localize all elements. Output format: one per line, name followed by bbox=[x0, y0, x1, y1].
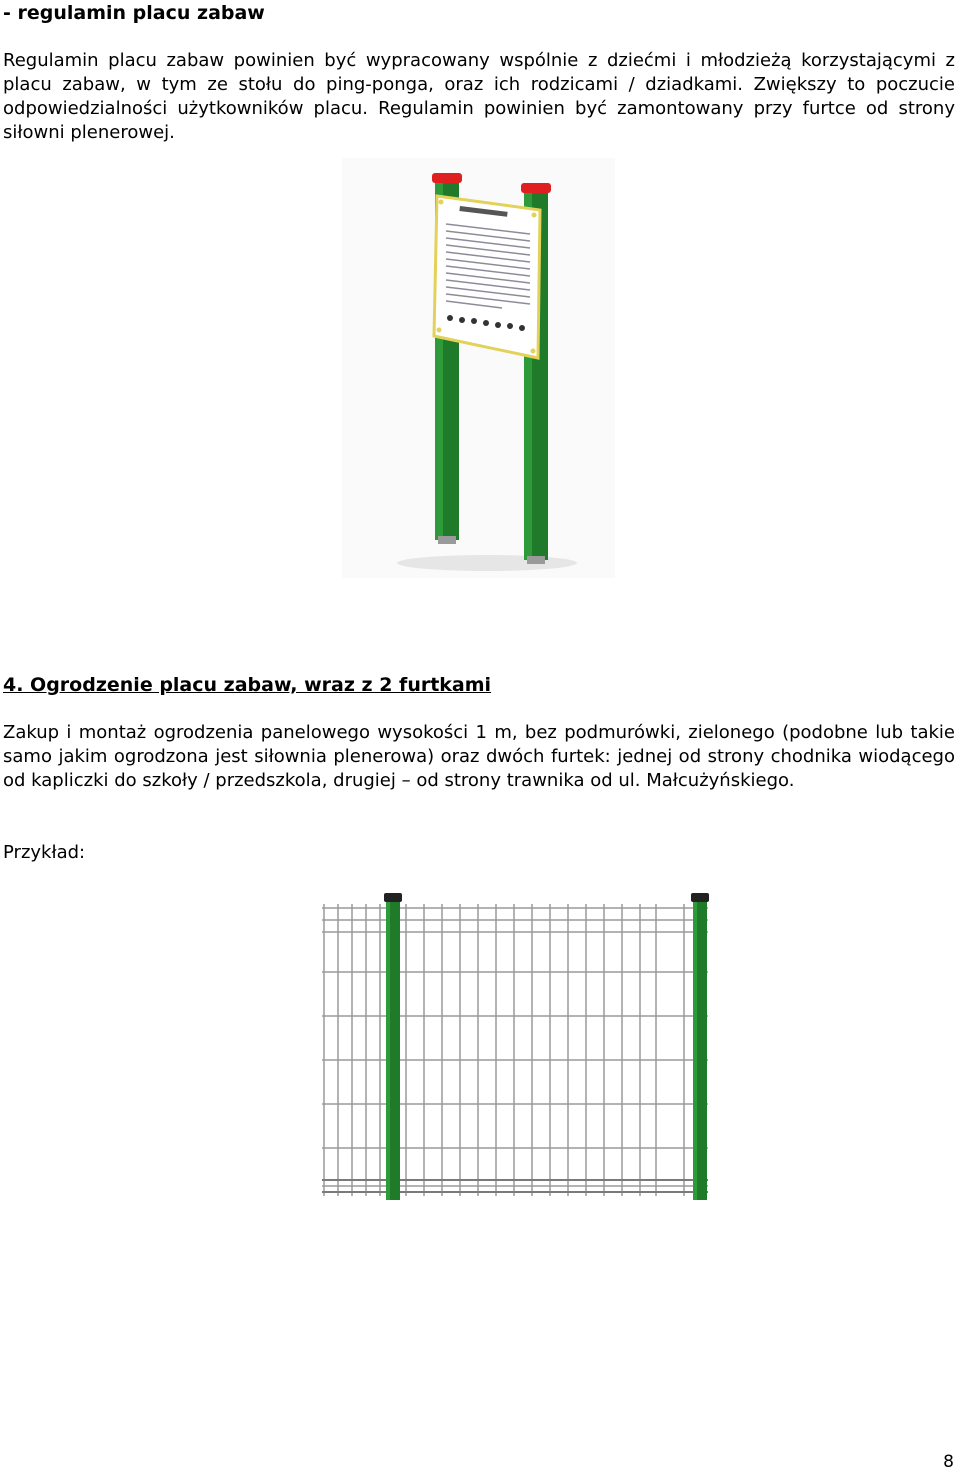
section-title-fence: 4. Ogrodzenie placu zabaw, wraz z 2 furtkami bbox=[3, 674, 492, 696]
example-label: Przykład: bbox=[3, 842, 86, 863]
ground-shadow bbox=[397, 555, 577, 571]
fence-left-post bbox=[384, 893, 402, 1200]
regulations-paragraph: Regulamin placu zabaw powinien być wypracowany wspólnie z dziećmi i młodzieżą korzystającymi z placu zabaw, w tym ze stołu do ping-ponga, oraz ich rodzicami / dziadkami. Zwiększy to poczucie odpowiedzialności użytkowników placu. Regulamin powinien być zamontowany przy furtce od strony siłowni plenerowej. bbox=[3, 50, 955, 143]
fence-paragraph: Zakup i montaż ogrodzenia panelowego wysokości 1 m, bez podmurówki, zielonego (podobne lub takie samo jakim ogrodzona jest siłownia plenerowa) oraz dwóch furtek: jednej od strony chodnika wiodącego od kapliczki do szkoły / przedszkola, drugiej – od strony trawnika od ul. Małcużyńskiego. bbox=[3, 722, 955, 791]
section-heading-regulations: - regulamin placu zabaw bbox=[3, 2, 265, 24]
page-number: 8 bbox=[943, 1452, 954, 1472]
regulations-sign-image bbox=[342, 158, 615, 578]
fence-right-post bbox=[691, 893, 709, 1200]
fence-panel-image bbox=[320, 890, 710, 1200]
regulations-board-icon bbox=[434, 196, 540, 358]
fence-image-background bbox=[320, 890, 710, 1200]
